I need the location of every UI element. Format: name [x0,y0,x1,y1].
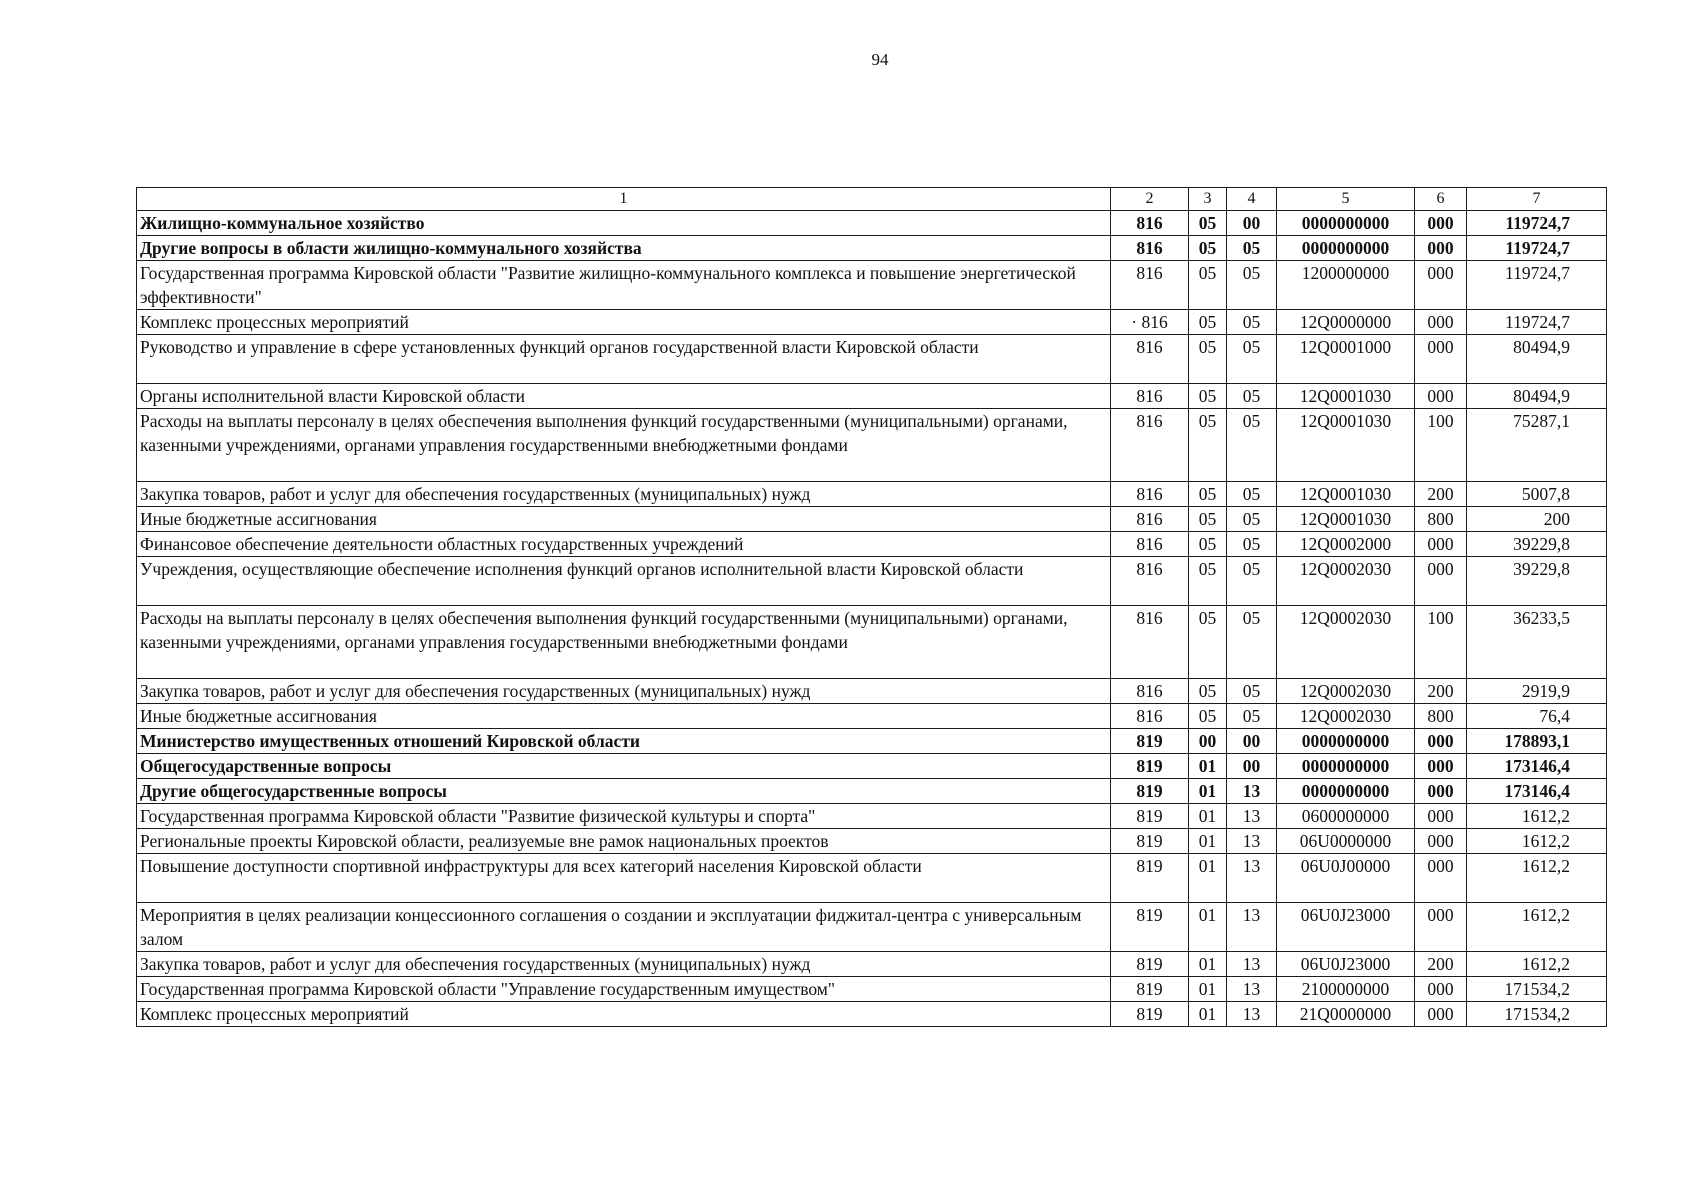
cell-expense-type: 000 [1415,1002,1467,1027]
cell-admin-code: 819 [1111,903,1189,952]
cell-expense-type: 000 [1415,236,1467,261]
cell-target-article: 1200000000 [1277,261,1415,310]
page-number: 94 [871,50,889,69]
cell-section-code: 05 [1189,532,1227,557]
table-row [137,236,1607,261]
cell-item-name: Региональные проекты Кировской области, реализуемые вне рамок национальных проектов [137,829,1111,854]
table-row [137,606,1607,679]
cell-expense-type: 000 [1415,754,1467,779]
cell-subsection-code: 05 [1227,557,1277,606]
cell-amount: 119724,7 [1467,211,1607,236]
cell-item-name: Финансовое обеспечение деятельности областных государственных учреждений [137,532,1111,557]
cell-section-code: 01 [1189,854,1227,903]
cell-subsection-code: 05 [1227,532,1277,557]
cell-amount: 76,4 [1467,704,1607,729]
cell-subsection-code: 05 [1227,409,1277,482]
cell-expense-type: 000 [1415,211,1467,236]
cell-admin-code: 816 [1111,409,1189,482]
cell-admin-code: 819 [1111,854,1189,903]
cell-section-code: 01 [1189,977,1227,1002]
cell-amount: 173146,4 [1467,779,1607,804]
cell-subsection-code: 13 [1227,829,1277,854]
cell-expense-type: 000 [1415,384,1467,409]
cell-amount: 119724,7 [1467,236,1607,261]
cell-target-article: 12Q0001030 [1277,507,1415,532]
cell-admin-code: 819 [1111,829,1189,854]
cell-amount: 1612,2 [1467,804,1607,829]
cell-item-name: Учреждения, осуществляющие обеспечение исполнения функций органов исполнительной власти Кировской области [137,557,1111,606]
cell-amount: 75287,1 [1467,409,1607,482]
cell-admin-code: 816 [1111,507,1189,532]
cell-subsection-code: 05 [1227,335,1277,384]
cell-expense-type: 000 [1415,829,1467,854]
cell-amount: 39229,8 [1467,532,1607,557]
cell-subsection-code: 05 [1227,384,1277,409]
cell-admin-code: 816 [1111,482,1189,507]
cell-target-article: 12Q0002030 [1277,704,1415,729]
cell-expense-type: 200 [1415,482,1467,507]
cell-expense-type: 200 [1415,952,1467,977]
cell-admin-code: 816 [1111,679,1189,704]
cell-expense-type: 000 [1415,804,1467,829]
cell-target-article: 21Q0000000 [1277,1002,1415,1027]
cell-item-name: Расходы на выплаты персоналу в целях обеспечения выполнения функций государственными (муниципальными) органами, казенными учреждениями, органами управления государственными внебюджетными фондами [137,606,1111,679]
cell-expense-type: 200 [1415,679,1467,704]
cell-item-name: Другие общегосударственные вопросы [137,779,1111,804]
cell-expense-type: 000 [1415,261,1467,310]
column-header-1: 1 [137,188,1111,211]
cell-subsection-code: 00 [1227,729,1277,754]
cell-amount: 119724,7 [1467,310,1607,335]
cell-subsection-code: 13 [1227,903,1277,952]
cell-expense-type: 000 [1415,310,1467,335]
cell-target-article: 12Q0001030 [1277,482,1415,507]
cell-target-article: 0000000000 [1277,779,1415,804]
cell-item-name: Закупка товаров, работ и услуг для обеспечения государственных (муниципальных) нужд [137,482,1111,507]
cell-target-article: 2100000000 [1277,977,1415,1002]
cell-target-article: 12Q0002000 [1277,532,1415,557]
cell-section-code: 05 [1189,335,1227,384]
cell-section-code: 01 [1189,804,1227,829]
cell-expense-type: 000 [1415,903,1467,952]
cell-amount: 119724,7 [1467,261,1607,310]
cell-target-article: 12Q0002030 [1277,606,1415,679]
cell-expense-type: 000 [1415,557,1467,606]
cell-subsection-code: 05 [1227,507,1277,532]
table-row [137,310,1607,335]
table-row [137,779,1607,804]
cell-subsection-code: 05 [1227,310,1277,335]
cell-subsection-code: 05 [1227,261,1277,310]
cell-expense-type: 800 [1415,704,1467,729]
table-row [137,903,1607,952]
cell-subsection-code: 13 [1227,977,1277,1002]
cell-target-article: 06U0J00000 [1277,854,1415,903]
column-header-3: 3 [1189,188,1227,211]
cell-target-article: 0000000000 [1277,236,1415,261]
cell-section-code: 05 [1189,236,1227,261]
cell-target-article: 06U0J23000 [1277,952,1415,977]
table-row [137,729,1607,754]
cell-item-name: Повышение доступности спортивной инфраструктуры для всех категорий населения Кировской области [137,854,1111,903]
cell-section-code: 00 [1189,729,1227,754]
table-header-row [137,188,1607,211]
table-row [137,829,1607,854]
cell-item-name: Другие вопросы в области жилищно-коммунального хозяйства [137,236,1111,261]
cell-subsection-code: 00 [1227,211,1277,236]
cell-amount: 1612,2 [1467,854,1607,903]
cell-admin-code: 816 [1111,557,1189,606]
cell-item-name: Общегосударственные вопросы [137,754,1111,779]
table-row [137,854,1607,903]
cell-section-code: 05 [1189,409,1227,482]
cell-admin-code: 819 [1111,779,1189,804]
cell-subsection-code: 13 [1227,952,1277,977]
cell-section-code: 05 [1189,310,1227,335]
cell-amount: 171534,2 [1467,1002,1607,1027]
cell-admin-code: 816 [1111,532,1189,557]
table-row [137,335,1607,384]
table-row [137,557,1607,606]
column-header-4: 4 [1227,188,1277,211]
cell-item-name: Государственная программа Кировской области "Развитие физической культуры и спорта" [137,804,1111,829]
table-row [137,261,1607,310]
cell-target-article: 12Q0001000 [1277,335,1415,384]
cell-expense-type: 100 [1415,606,1467,679]
cell-amount: 1612,2 [1467,829,1607,854]
cell-target-article: 0600000000 [1277,804,1415,829]
cell-admin-code: 819 [1111,804,1189,829]
cell-subsection-code: 13 [1227,854,1277,903]
cell-item-name: Иные бюджетные ассигнования [137,704,1111,729]
cell-section-code: 05 [1189,679,1227,704]
cell-item-name: Иные бюджетные ассигнования [137,507,1111,532]
cell-amount: 39229,8 [1467,557,1607,606]
table-row [137,409,1607,482]
cell-amount: 80494,9 [1467,335,1607,384]
cell-target-article: 0000000000 [1277,729,1415,754]
cell-section-code: 01 [1189,952,1227,977]
cell-item-name: Расходы на выплаты персоналу в целях обеспечения выполнения функций государственными (муниципальными) органами, казенными учреждениями, органами управления государственными внебюджетными фондами [137,409,1111,482]
cell-section-code: 05 [1189,606,1227,679]
column-header-5: 5 [1277,188,1415,211]
column-header-7: 7 [1467,188,1607,211]
table-row [137,211,1607,236]
table-row [137,977,1607,1002]
cell-target-article: 0000000000 [1277,754,1415,779]
cell-section-code: 05 [1189,384,1227,409]
cell-target-article: 12Q0000000 [1277,310,1415,335]
cell-expense-type: 100 [1415,409,1467,482]
cell-admin-code: 816 [1111,211,1189,236]
cell-item-name: Органы исполнительной власти Кировской области [137,384,1111,409]
cell-item-name: Мероприятия в целях реализации концессионного соглашения о создании и эксплуатации фиджитал-центра с универсальным залом [137,903,1111,952]
cell-expense-type: 000 [1415,729,1467,754]
cell-amount: 173146,4 [1467,754,1607,779]
cell-section-code: 01 [1189,903,1227,952]
cell-target-article: 0000000000 [1277,211,1415,236]
cell-amount: 178893,1 [1467,729,1607,754]
cell-section-code: 01 [1189,1002,1227,1027]
cell-admin-code: 819 [1111,729,1189,754]
cell-amount: 5007,8 [1467,482,1607,507]
cell-subsection-code: 05 [1227,679,1277,704]
budget-table [136,187,1607,1027]
cell-amount: 171534,2 [1467,977,1607,1002]
cell-admin-code: 816 [1111,384,1189,409]
cell-amount: 200 [1467,507,1607,532]
cell-admin-code: 819 [1111,1002,1189,1027]
cell-expense-type: 000 [1415,779,1467,804]
cell-admin-code: 816 [1111,236,1189,261]
cell-amount: 2919,9 [1467,679,1607,704]
column-header-2: 2 [1111,188,1189,211]
cell-target-article: 06U0000000 [1277,829,1415,854]
table-row [137,754,1607,779]
table-row [137,1002,1607,1027]
cell-expense-type: 000 [1415,977,1467,1002]
table-row [137,482,1607,507]
cell-section-code: 05 [1189,211,1227,236]
cell-subsection-code: 05 [1227,606,1277,679]
cell-admin-code: 816 [1111,704,1189,729]
table-row [137,804,1607,829]
cell-item-name: Министерство имущественных отношений Кировской области [137,729,1111,754]
cell-amount: 1612,2 [1467,952,1607,977]
cell-admin-code: 819 [1111,977,1189,1002]
table-row [137,704,1607,729]
table-row [137,507,1607,532]
cell-subsection-code: 13 [1227,1002,1277,1027]
cell-subsection-code: 05 [1227,704,1277,729]
cell-subsection-code: 05 [1227,482,1277,507]
cell-amount: 80494,9 [1467,384,1607,409]
cell-item-name: Комплекс процессных мероприятий [137,1002,1111,1027]
cell-section-code: 01 [1189,779,1227,804]
cell-expense-type: 000 [1415,854,1467,903]
cell-section-code: 01 [1189,829,1227,854]
cell-target-article: 12Q0001030 [1277,384,1415,409]
cell-admin-code: 816 [1111,261,1189,310]
cell-amount: 1612,2 [1467,903,1607,952]
cell-item-name: Жилищно-коммунальное хозяйство [137,211,1111,236]
cell-target-article: 12Q0002030 [1277,557,1415,606]
table-row [137,679,1607,704]
cell-expense-type: 000 [1415,335,1467,384]
cell-amount: 36233,5 [1467,606,1607,679]
cell-admin-code: 819 [1111,754,1189,779]
cell-expense-type: 800 [1415,507,1467,532]
cell-subsection-code: 13 [1227,804,1277,829]
cell-subsection-code: 05 [1227,236,1277,261]
cell-item-name: Закупка товаров, работ и услуг для обеспечения государственных (муниципальных) нужд [137,952,1111,977]
column-header-6: 6 [1415,188,1467,211]
table-row [137,952,1607,977]
cell-section-code: 05 [1189,704,1227,729]
table-row [137,384,1607,409]
cell-expense-type: 000 [1415,532,1467,557]
cell-admin-code: 819 [1111,952,1189,977]
cell-section-code: 05 [1189,482,1227,507]
cell-item-name: Государственная программа Кировской области "Развитие жилищно-коммунального комплекса и повышение энергетической эффективности" [137,261,1111,310]
cell-item-name: Комплекс процессных мероприятий [137,310,1111,335]
cell-admin-code: 816 [1111,335,1189,384]
cell-item-name: Закупка товаров, работ и услуг для обеспечения государственных (муниципальных) нужд [137,679,1111,704]
cell-subsection-code: 00 [1227,754,1277,779]
cell-target-article: 06U0J23000 [1277,903,1415,952]
cell-section-code: 01 [1189,754,1227,779]
cell-subsection-code: 13 [1227,779,1277,804]
cell-admin-code: · 816 [1111,310,1189,335]
cell-target-article: 12Q0001030 [1277,409,1415,482]
cell-item-name: Руководство и управление в сфере установленных функций органов государственной власти Кировской области [137,335,1111,384]
cell-admin-code: 816 [1111,606,1189,679]
cell-section-code: 05 [1189,557,1227,606]
table-row [137,532,1607,557]
cell-item-name: Государственная программа Кировской области "Управление государственным имуществом" [137,977,1111,1002]
cell-target-article: 12Q0002030 [1277,679,1415,704]
cell-section-code: 05 [1189,507,1227,532]
cell-section-code: 05 [1189,261,1227,310]
